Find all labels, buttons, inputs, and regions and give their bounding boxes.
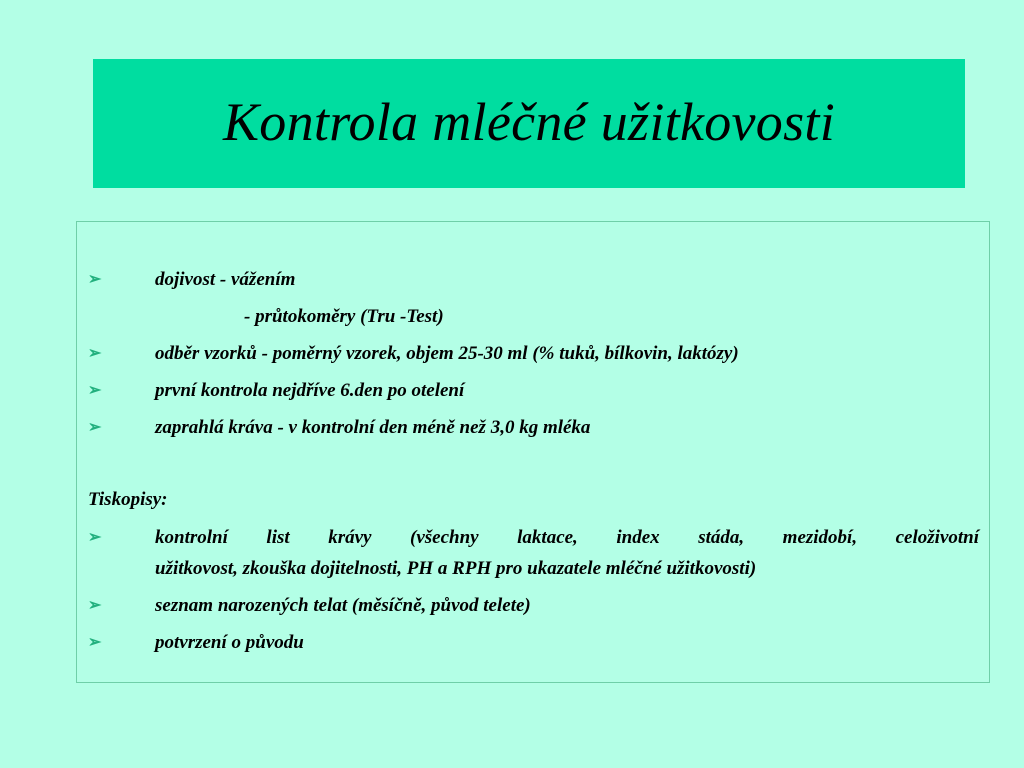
content-box — [76, 221, 990, 683]
bullet-text: odběr vzorků - poměrný vzorek, objem 25-30 ml (% tuků, bílkovin, laktózy) — [155, 343, 739, 364]
arrow-bullet-icon: ➢ — [88, 271, 102, 288]
arrow-bullet-icon: ➢ — [88, 345, 102, 362]
bullet-text: seznam narozených telat (měsíčně, původ telete) — [155, 595, 531, 616]
bullet-text: dojivost - vážením — [155, 269, 296, 290]
bullet-text: kontrolní list krávy (všechny laktace, index stáda, mezidobí, celoživotní — [155, 527, 979, 548]
slide-title: Kontrola mléčné užitkovosti — [222, 91, 835, 152]
arrow-bullet-icon: ➢ — [88, 634, 102, 651]
bullet-text: užitkovost, zkouška dojitelnosti, PH a RPH pro ukazatele mléčné užitkovosti) — [155, 558, 757, 579]
forms-heading-text: Tiskopisy: — [88, 489, 168, 510]
title-banner — [93, 59, 965, 188]
arrow-bullet-icon: ➢ — [88, 597, 102, 614]
bullet-text: zaprahlá kráva - v kontrolní den méně než 3,0 kg mléka — [155, 417, 591, 438]
bullet-text: první kontrola nejdříve 6.den po otelení — [155, 380, 465, 401]
bullet-subtext: - průtokoměry (Tru -Test) — [244, 306, 444, 327]
bullet-text: potvrzení o původu — [155, 632, 304, 653]
arrow-bullet-icon: ➢ — [88, 419, 102, 436]
arrow-bullet-icon: ➢ — [88, 529, 102, 546]
arrow-bullet-icon: ➢ — [88, 382, 102, 399]
